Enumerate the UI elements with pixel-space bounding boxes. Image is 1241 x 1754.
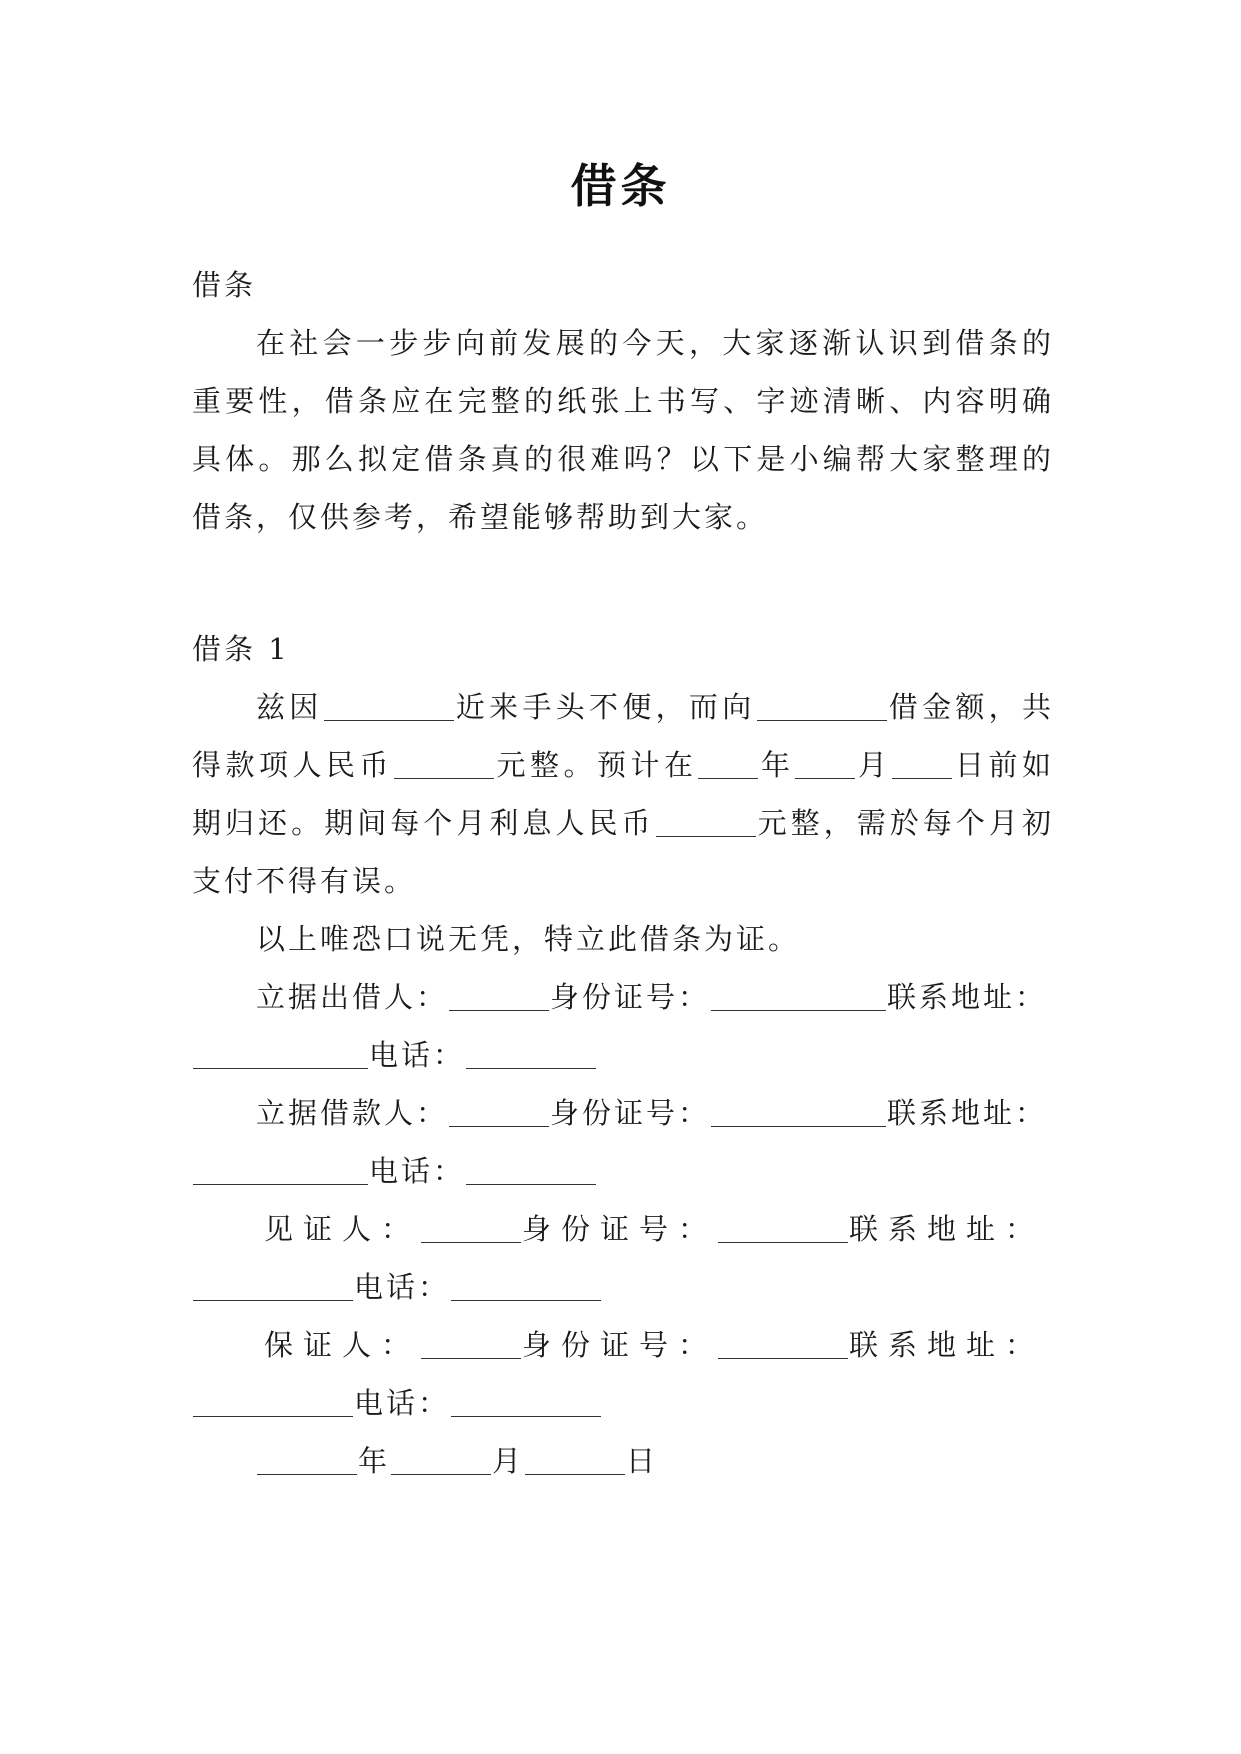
date-row bbox=[192, 1432, 1054, 1490]
date-day-label: 日 bbox=[626, 1444, 659, 1478]
text-jie-jin-e: 借金额，共得款项人民币 bbox=[192, 690, 1054, 782]
text-yuan-zheng: 元整。预计在 bbox=[494, 748, 698, 782]
witness-id-label: 身份证号： bbox=[522, 1212, 718, 1246]
blank-date-day bbox=[525, 1444, 625, 1475]
blank-guarantor-address bbox=[193, 1386, 353, 1417]
blank-witness bbox=[421, 1212, 521, 1243]
blank-date-year bbox=[257, 1444, 357, 1475]
blank-lender-address bbox=[193, 1038, 368, 1069]
blank-lender-phone bbox=[466, 1038, 596, 1069]
text-nian: 年 bbox=[759, 748, 795, 782]
blank-borrower-id bbox=[711, 1096, 886, 1127]
lender-label: 立据出借人： bbox=[256, 980, 449, 1014]
note1-paragraph-2: 以上唯恐口说无凭，特立此借条为证。 bbox=[256, 922, 801, 956]
blank-guarantor-id bbox=[718, 1328, 848, 1359]
note1-section bbox=[192, 620, 1054, 1490]
blank-interest bbox=[656, 806, 756, 837]
blank-day bbox=[892, 748, 952, 779]
intro-label: 借条 bbox=[192, 268, 257, 302]
lender-address-label: 联系地址： bbox=[887, 980, 1048, 1014]
guarantor-id-label: 身份证号： bbox=[522, 1328, 718, 1362]
text-ri-qian: 日前如期归还。期间每个月利息人民币 bbox=[192, 748, 1054, 840]
witness-label: 见证人： bbox=[264, 1212, 421, 1246]
blank-witness-id bbox=[718, 1212, 848, 1243]
blank-witness-address bbox=[193, 1270, 353, 1301]
text-yue: 月 bbox=[856, 748, 892, 782]
blank-lender-name bbox=[757, 690, 887, 721]
lender-row-2 bbox=[192, 1026, 1054, 1084]
borrower-row bbox=[192, 1084, 1054, 1142]
borrower-label: 立据借款人： bbox=[256, 1096, 449, 1130]
guarantor-row bbox=[192, 1316, 1054, 1374]
note1-paragraph-1 bbox=[192, 678, 1054, 910]
blank-borrower bbox=[449, 1096, 549, 1127]
date-month-label: 月 bbox=[492, 1444, 525, 1478]
witness-row bbox=[192, 1200, 1054, 1258]
guarantor-label: 保证人： bbox=[264, 1328, 421, 1362]
document-title: 借条 bbox=[570, 159, 671, 213]
blank-lender bbox=[449, 980, 549, 1011]
blank-date-month bbox=[391, 1444, 491, 1475]
intro-section bbox=[192, 256, 1054, 546]
note1-label: 借条 1 bbox=[192, 632, 290, 666]
blank-borrower-address bbox=[193, 1154, 368, 1185]
borrower-row-2 bbox=[192, 1142, 1054, 1200]
lender-phone-label: 电话： bbox=[369, 1038, 466, 1072]
witness-phone-label: 电话： bbox=[354, 1270, 451, 1304]
text-zi-yin: 兹因 bbox=[256, 690, 323, 724]
blank-month bbox=[795, 748, 855, 779]
lender-id-label: 身份证号： bbox=[550, 980, 711, 1014]
blank-lender-id bbox=[711, 980, 886, 1011]
blank-amount bbox=[394, 748, 494, 779]
witness-row-2 bbox=[192, 1258, 1054, 1316]
guarantor-phone-label: 电话： bbox=[354, 1386, 451, 1420]
date-year-label: 年 bbox=[358, 1444, 391, 1478]
text-jin-lai: 近来手头不便，而向 bbox=[454, 690, 756, 724]
guarantor-address-label: 联系地址： bbox=[849, 1328, 1045, 1362]
blank-witness-phone bbox=[451, 1270, 601, 1301]
blank-year bbox=[698, 748, 758, 779]
guarantor-row-2 bbox=[192, 1374, 1054, 1432]
lender-row bbox=[192, 968, 1054, 1026]
intro-paragraph: 在社会一步步向前发展的今天，大家逐渐认识到借条的重要性，借条应在完整的纸张上书写、字迹清晰、内容明确具体。那么拟定借条真的很难吗？以下是小编帮大家整理的借条，仅供参考，希望能够帮助到大家。 bbox=[192, 326, 1054, 534]
text-xu-yu: 元整，需於每个月初支付不得有误。 bbox=[192, 806, 1054, 898]
borrower-phone-label: 电话： bbox=[369, 1154, 466, 1188]
blank-borrower-phone bbox=[466, 1154, 596, 1185]
blank-borrower-name bbox=[324, 690, 454, 721]
blank-guarantor bbox=[421, 1328, 521, 1359]
blank-guarantor-phone bbox=[451, 1386, 601, 1417]
borrower-id-label: 身份证号： bbox=[550, 1096, 711, 1130]
borrower-address-label: 联系地址： bbox=[887, 1096, 1048, 1130]
witness-address-label: 联系地址： bbox=[849, 1212, 1045, 1246]
